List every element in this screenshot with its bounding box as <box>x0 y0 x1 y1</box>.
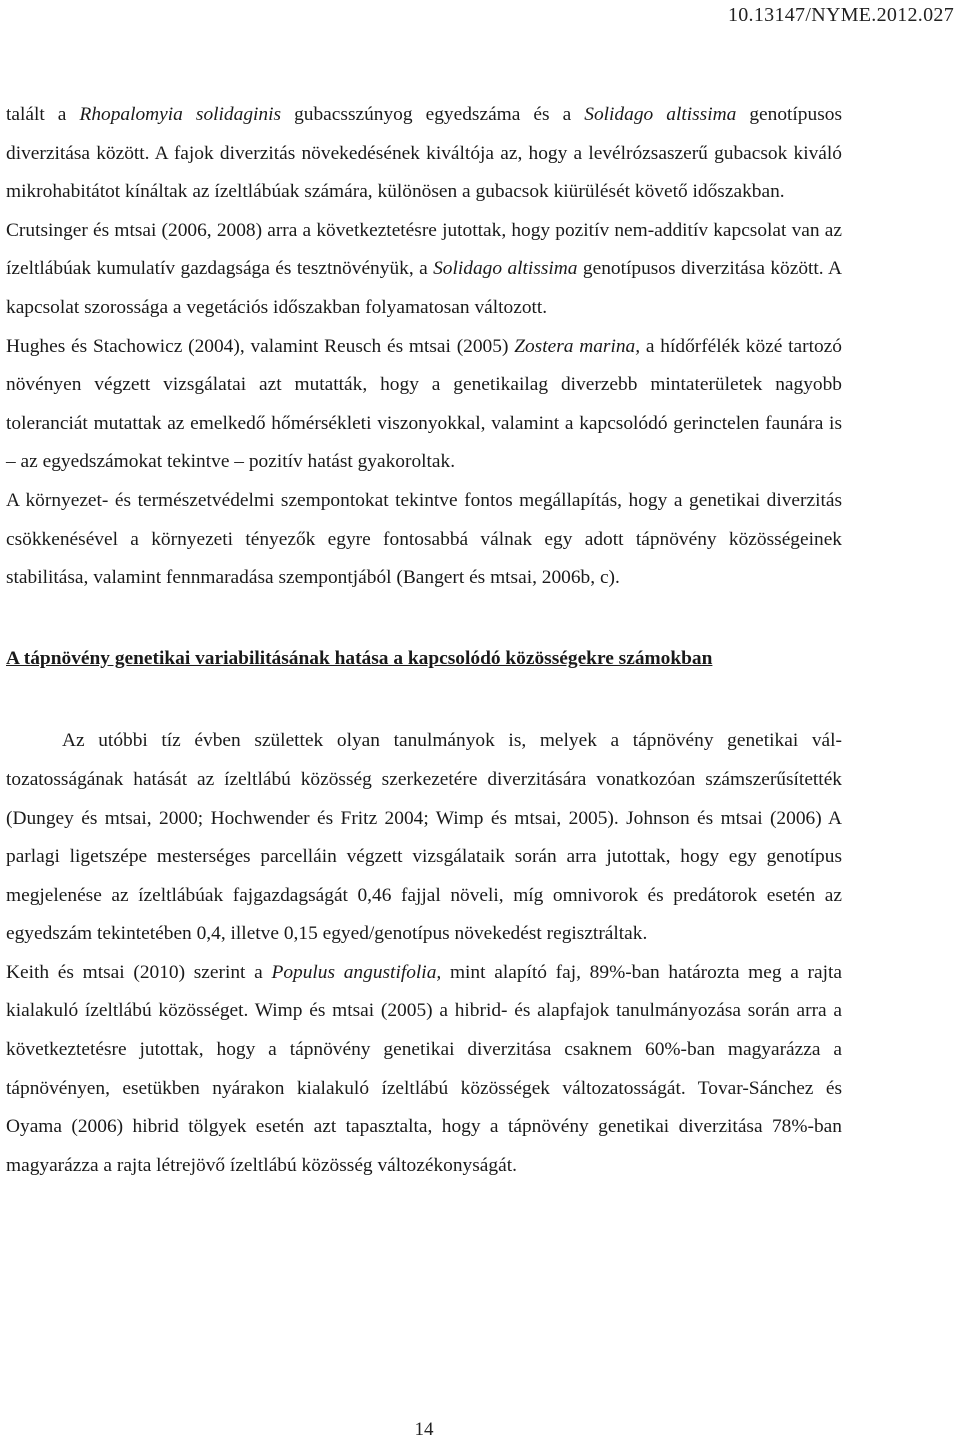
text: a hídőrfélék közé tartozó növényen végzett vizsgálatai azt mutatták, hogy a genetikailag diverzebb mintaterületek nagyobb toleranciát mutattak az emelkedő hőmérsékleti viszonyokkal, valamint a kapcsolódó gerinctelen faunára is – az egyedszámokat tekintve – pozitív hatást gyakoroltak. <box>6 335 842 473</box>
page-number: 14 <box>414 1419 434 1440</box>
section-spacer <box>6 678 842 722</box>
paragraph-1 <box>6 96 842 212</box>
species-name: Rhopalomyia solidaginis <box>79 104 282 125</box>
species-name: Populus angustifolia, <box>271 961 442 983</box>
page-body <box>6 96 842 1185</box>
paragraph-2 <box>6 212 842 328</box>
paragraph-4: A környezet- és természetvédelmi szempontokat tekintve fontos megállapítás, hogy a genetikai diverzitás csökkenésével a környezeti tényezők egyre fontosabbá válnak egy adott tápnövény közösségeinek stabilitása, valamint fennmaradása szempontjából (Bangert és mtsai, 2006b, c). <box>6 489 842 589</box>
text: talált a <box>6 104 80 125</box>
section-paragraph-1: Az utóbbi tíz évben születtek olyan tanulmányok is, melyek a tápnövény genetikai változatosságának hatását az ízeltlábú közösség szerkezetére diverzitására vonatkozóan számszerűsítették (Dungey és mtsai, 2000; Hochwender és Fritz 2004; Wimp és mtsai, 2005). Johnson és mtsai (2006) A parlagi ligetszépe mesterséges parcelláin végzett vizsgálataik során arra jutottak, hogy egy genotípus megjelenése az ízeltlábúak fajgazdagságát 0,46 fajjal növeli, míg omnivorok és predátorok esetén az egyedszám tekintetében 0,4, illetve 0,15 egyed/genotípus növekedést regisztráltak. <box>6 730 842 945</box>
section-heading: A tápnövény genetikai variabilitásának hatása a kapcsolódó közösségekre számokban <box>6 647 713 669</box>
species-name: Zostera marina, <box>514 335 641 357</box>
text: Keith és mtsai (2010) szerint a <box>6 961 272 983</box>
text: Hughes és Stachowicz (2004), valamint Reusch és mtsai (2005) <box>6 335 515 357</box>
text: gubacsszúnyog egyedszáma és a <box>281 104 585 125</box>
text: Crutsinger és mtsai (2006, 2008) arra a következtetésre jutottak, hogy pozitív nem-additív kapcsolat van az ízeltlábúak kumulatív gazdagsága és tesztnövényük, a <box>6 219 842 280</box>
text: mint alapító faj, 89%-ban határozta meg a rajta kialakuló ízeltlábú közösséget. Wimp és mtsai (2005) a hibrid- és alapfajok tanulmányozása során arra a következtetésre jutottak, hogy a tápnövény genetikai diverzitása csaknem 60%-ban magyarázza a tápnövényen, esetükben nyárakon kialakuló ízeltlábú közösségek változatosságát. Tovar-Sánchez és Oyama (2006) hibrid tölgyek esetén azt tapasztalta, hogy a tápnövény genetikai diverzitása 78%-ban magyarázza a rajta létrejövő ízeltlábú közösség változékonyságát. <box>6 961 842 1176</box>
species-name: Solidago altissima <box>584 104 737 125</box>
text: genotípusos diverzitása között. A fajok diverzitás növekedésének kiváltója az, hogy a levélrózsaszerű gubacsok kiváló mikrohabitátot kínáltak az ízeltlábúak számára, különösen a gubacsok kiürülését követő időszakban. <box>6 104 842 203</box>
paragraph-3 <box>6 328 842 482</box>
doi-header: 10.13147/NYME.2012.027 <box>727 4 954 26</box>
species-name: Solidago altissima <box>433 258 578 280</box>
section-paragraph-2 <box>6 954 842 1186</box>
text: genotípusos diverzitása között. A kapcsolat szorossága a vegetációs időszakban folyamatosan változott. <box>6 258 842 318</box>
